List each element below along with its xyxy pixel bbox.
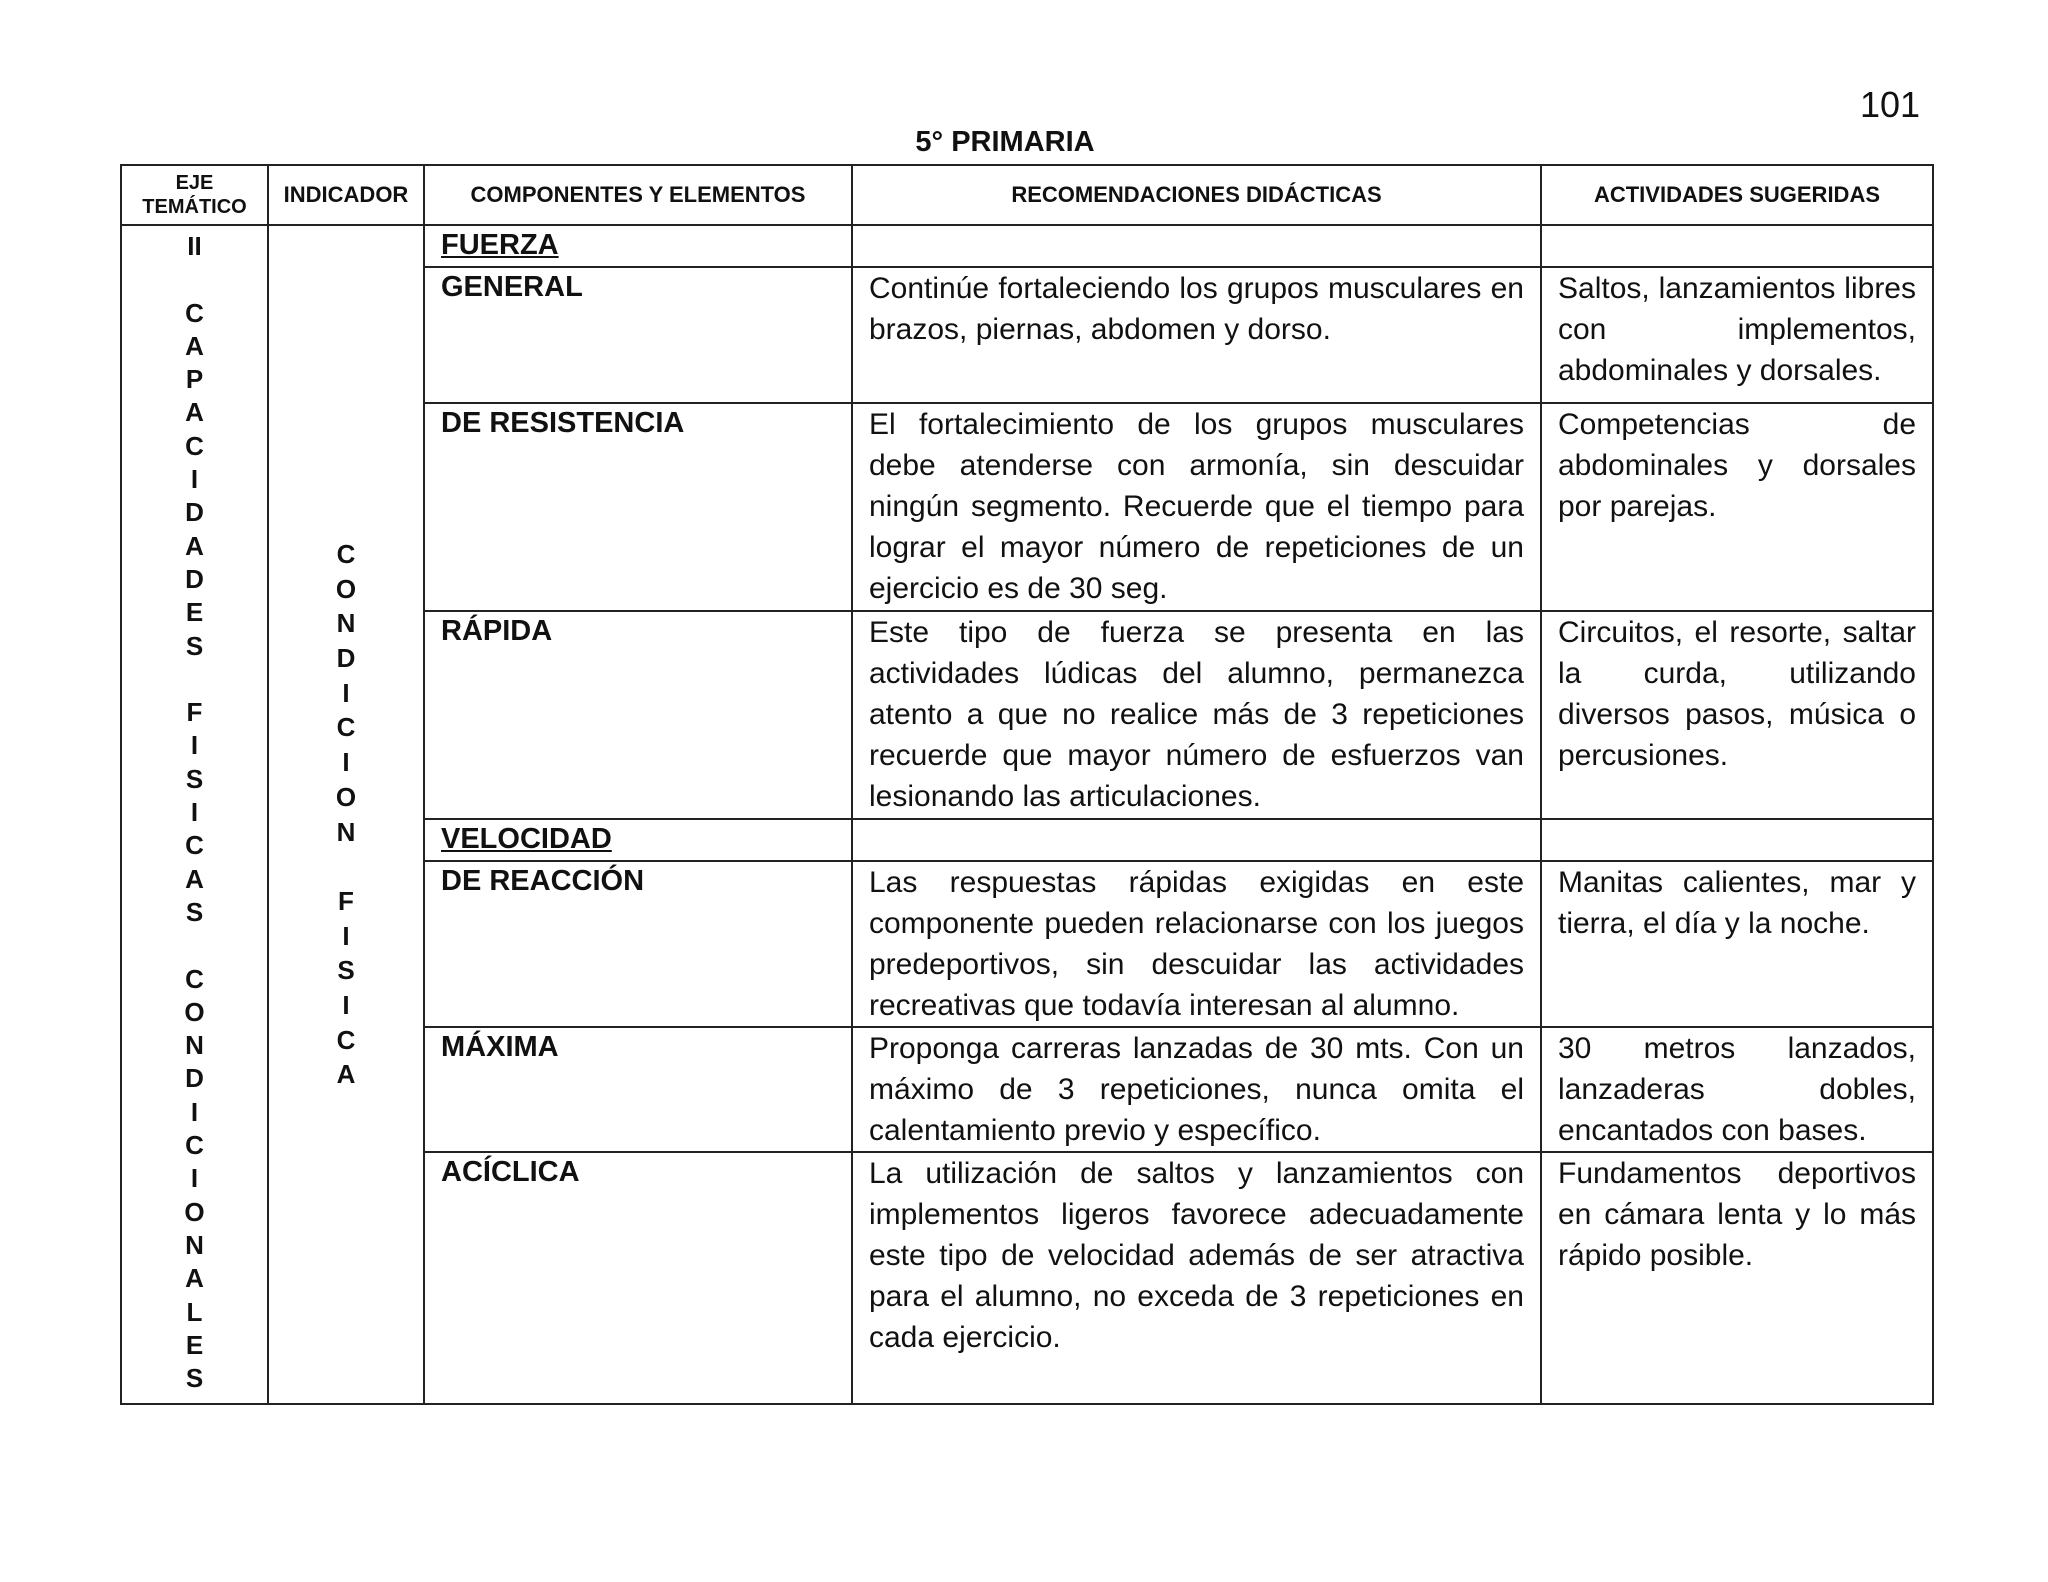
activities-cell <box>1541 611 1933 819</box>
section-label: VELOCIDAD <box>441 823 612 855</box>
activities-text: Circuitos, el resorte, saltar la curda, utilizando diversos pasos, música o percusiones. <box>1558 616 1916 772</box>
section-label-cell <box>424 819 852 861</box>
section-row-fuerza <box>121 225 1933 267</box>
empty-cell <box>1541 225 1933 267</box>
recommendation-text: El fortalecimiento de los grupos musculares debe atenderse con armonía, sin descuidar ningún segmento. Recuerde que el tiempo para lograr el mayor número de repeticiones de un ejercicio es de 30 seg. <box>869 408 1524 605</box>
activities-cell <box>1541 267 1933 403</box>
component-name: MÁXIMA <box>441 1031 559 1063</box>
page-title: 5° PRIMARIA <box>915 126 1095 158</box>
activities-cell <box>1541 1027 1933 1152</box>
eje-tematico-text: II C A P A C I D A D E S F I S I C A S C O N D I C I O N A L E S <box>184 231 205 1394</box>
activities-text: 30 metros lanzados, lanzaderas dobles, encantados con bases. <box>1558 1032 1916 1147</box>
component-cell <box>424 861 852 1027</box>
activities-cell <box>1541 861 1933 1027</box>
section-label-cell <box>424 225 852 267</box>
component-name: GENERAL <box>441 271 583 303</box>
activities-text: Competencias de abdominales y dorsales por parejas. <box>1558 408 1916 523</box>
empty-cell <box>1541 819 1933 861</box>
empty-cell <box>852 225 1541 267</box>
header-recomendaciones: RECOMENDACIONES DIDÁCTICAS <box>852 165 1541 225</box>
recommendation-cell <box>852 267 1541 403</box>
eje-tematico-cell <box>121 225 268 1404</box>
header-row <box>121 165 1933 225</box>
header-eje-tematico: EJE TEMÁTICO <box>121 165 268 225</box>
header-componentes: COMPONENTES Y ELEMENTOS <box>424 165 852 225</box>
empty-cell <box>852 819 1541 861</box>
curriculum-table <box>120 164 1934 1405</box>
recommendation-cell <box>852 611 1541 819</box>
activities-cell <box>1541 403 1933 611</box>
component-cell <box>424 1152 852 1404</box>
activities-text: Fundamentos deportivos en cámara lenta y lo más rápido posible. <box>1558 1157 1916 1272</box>
component-cell <box>424 403 852 611</box>
indicador-cell <box>268 225 424 1404</box>
recommendation-cell <box>852 403 1541 611</box>
component-cell <box>424 1027 852 1152</box>
component-name: RÁPIDA <box>441 615 553 647</box>
header-actividades: ACTIVIDADES SUGERIDAS <box>1541 165 1933 225</box>
recommendation-text: Proponga carreras lanzadas de 30 mts. Con un máximo de 3 repeticiones, nunca omita el calentamiento previo y específico. <box>869 1032 1524 1147</box>
component-cell <box>424 611 852 819</box>
activities-text: Manitas calientes, mar y tierra, el día y la noche. <box>1558 866 1916 940</box>
indicador-text: C O N D I C I O N F I S I C A <box>335 538 357 1090</box>
component-cell <box>424 267 852 403</box>
activities-cell <box>1541 1152 1933 1404</box>
page-number: 101 <box>1860 84 1921 125</box>
component-name: ACÍCLICA <box>441 1156 580 1188</box>
recommendation-text: Este tipo de fuerza se presenta en las actividades lúdicas del alumno, permanezca atento a que no realice más de 3 repeticiones recuerde que mayor número de esfuerzos van lesionando las articulaciones. <box>869 616 1524 813</box>
component-name: DE REACCIÓN <box>441 865 645 897</box>
recommendation-cell <box>852 861 1541 1027</box>
section-label: FUERZA <box>441 229 559 261</box>
recommendation-text: Las respuestas rápidas exigidas en este componente pueden relacionarse con los juegos predeportivos, sin descuidar las actividades recreativas que todavía interesan al alumno. <box>869 866 1524 1022</box>
header-indicador: INDICADOR <box>268 165 424 225</box>
component-name: DE RESISTENCIA <box>441 407 685 439</box>
recommendation-cell <box>852 1027 1541 1152</box>
recommendation-text: Continúe fortaleciendo los grupos musculares en brazos, piernas, abdomen y dorso. <box>869 272 1524 346</box>
recommendation-cell <box>852 1152 1541 1404</box>
activities-text: Saltos, lanzamientos libres con implementos, abdominales y dorsales. <box>1558 272 1916 387</box>
recommendation-text: La utilización de saltos y lanzamientos con implementos ligeros favorece adecuadamente este tipo de velocidad además de ser atractiva para el alumno, no exceda de 3 repeticiones en cada ejercicio. <box>869 1157 1524 1354</box>
